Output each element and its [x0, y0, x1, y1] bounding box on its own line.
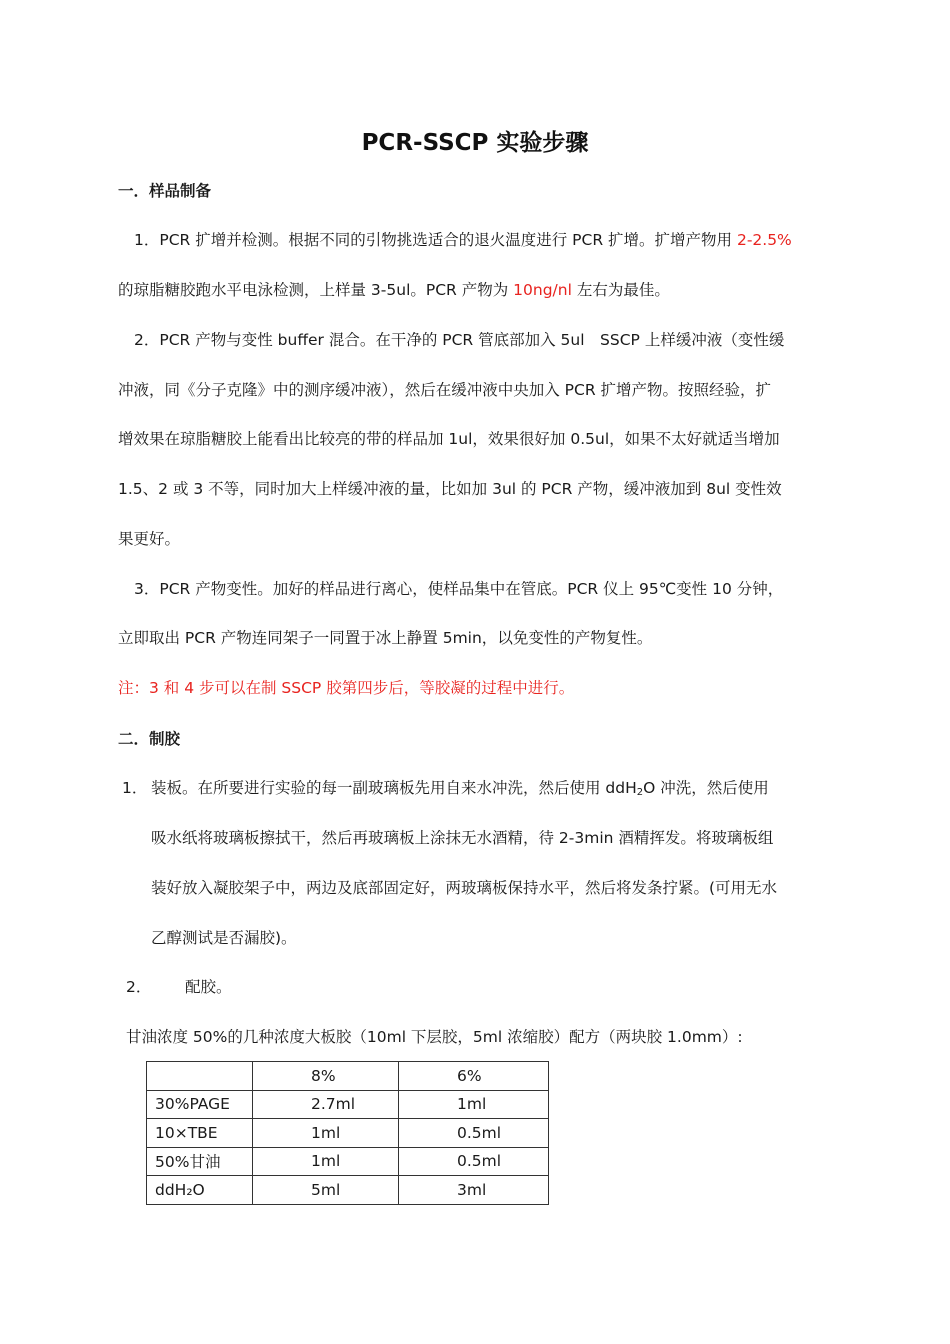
step3-line1: 3．PCR 产物变性。加好的样品进行离心，使样品集中在管底。PCR 仪上 95℃变性 10 分钟，: [134, 580, 784, 598]
red-note: 注：3 和 4 步可以在制 SSCP 胶第四步后，等胶凝的过程中进行。: [118, 679, 575, 697]
table-header-cell: [147, 1062, 253, 1091]
table-cell: 10×TBE: [147, 1119, 253, 1148]
table-header-row: [147, 1062, 549, 1091]
item2-number: 2．: [126, 978, 152, 996]
table-cell: 1ml: [399, 1090, 549, 1119]
table-row: [147, 1090, 549, 1119]
item1-line1: 装板。在所要进行实验的每一副玻璃板先用自来水冲洗，然后使用 ddH$_2$O 冲洗，然后使用: [151, 779, 769, 798]
gel-recipe-table: [146, 1061, 549, 1205]
step2-line4: 1.5、2 或 3 不等，同时加大上样缓冲液的量，比如加 3ul 的 PCR 产物，缓冲液加到 8ul 变性效: [118, 480, 782, 498]
table-cell: 1ml: [253, 1119, 399, 1148]
table-cell: 0.5ml: [399, 1119, 549, 1148]
step2-line5: 果更好。: [118, 530, 181, 548]
step2-line1: 2．PCR 产物与变性 buffer 混合。在干净的 PCR 管底部加入 5ul SSCP 上样缓冲液（变性缓: [134, 331, 785, 349]
section-heading-sample-prep: 一．样品制备: [118, 182, 212, 200]
item2-text: 配胶。: [185, 978, 232, 996]
table-cell: 1ml: [253, 1147, 399, 1176]
item1-line4: 乙醇测试是否漏胶)。: [151, 929, 297, 947]
concentration-highlight: 2-2.5%: [736, 231, 792, 249]
item1-line3: 装好放入凝胶架子中，两边及底部固定好，两玻璃板保持水平，然后将发条拧紧。(可用无水: [151, 879, 778, 897]
table-cell: ddH₂O: [147, 1176, 253, 1205]
table-cell: 50%甘油: [147, 1147, 253, 1176]
step2-line2: 冲液，同《分子克隆》中的测序缓冲液），然后在缓冲液中央加入 PCR 扩增产物。按照经验，扩: [118, 381, 772, 399]
section-heading-gel-prep: 二．制胶: [118, 730, 181, 748]
step1-line1: 1．PCR 扩增并检测。根据不同的引物挑选适合的退火温度进行 PCR 扩增。扩增产物用 2-2.5%: [134, 231, 792, 249]
table-cell: 0.5ml: [399, 1147, 549, 1176]
table-cell: 30%PAGE: [147, 1090, 253, 1119]
table-header-cell: 8%: [253, 1062, 399, 1091]
step3-line2: 立即取出 PCR 产物连同架子一同置于冰上静置 5min，以免变性的产物复性。: [118, 629, 653, 647]
step2-line3: 增效果在琼脂糖胶上能看出比较亮的带的样品加 1ul，效果很好加 0.5ul，如果不太好就适当增加: [118, 430, 780, 448]
table-header-cell: 6%: [399, 1062, 549, 1091]
table-cell: 5ml: [253, 1176, 399, 1205]
step1-line2: 的琼脂糖胶跑水平电泳检测，上样量 3-5ul。PCR 产物为 10ng/nl 左右为最佳。: [118, 281, 670, 299]
table-row: [147, 1147, 549, 1176]
table-row: [147, 1176, 549, 1205]
table-cell: 2.7ml: [253, 1090, 399, 1119]
item1-line2: 吸水纸将玻璃板擦拭干，然后再玻璃板上涂抹无水酒精，待 2-3min 酒精挥发。将玻璃板组: [151, 829, 774, 847]
table-cell: 3ml: [399, 1176, 549, 1205]
table-row: [147, 1119, 549, 1148]
amount-highlight: 10ng/nl: [513, 281, 572, 299]
item1-number: 1．: [122, 779, 148, 797]
recipe-caption: 甘油浓度 50%的几种浓度大板胶（10ml 下层胶，5ml 浓缩胶）配方（两块胶 1.0mm）:: [126, 1028, 743, 1046]
page-title: PCR-SSCP 实验步骤: [361, 130, 589, 156]
